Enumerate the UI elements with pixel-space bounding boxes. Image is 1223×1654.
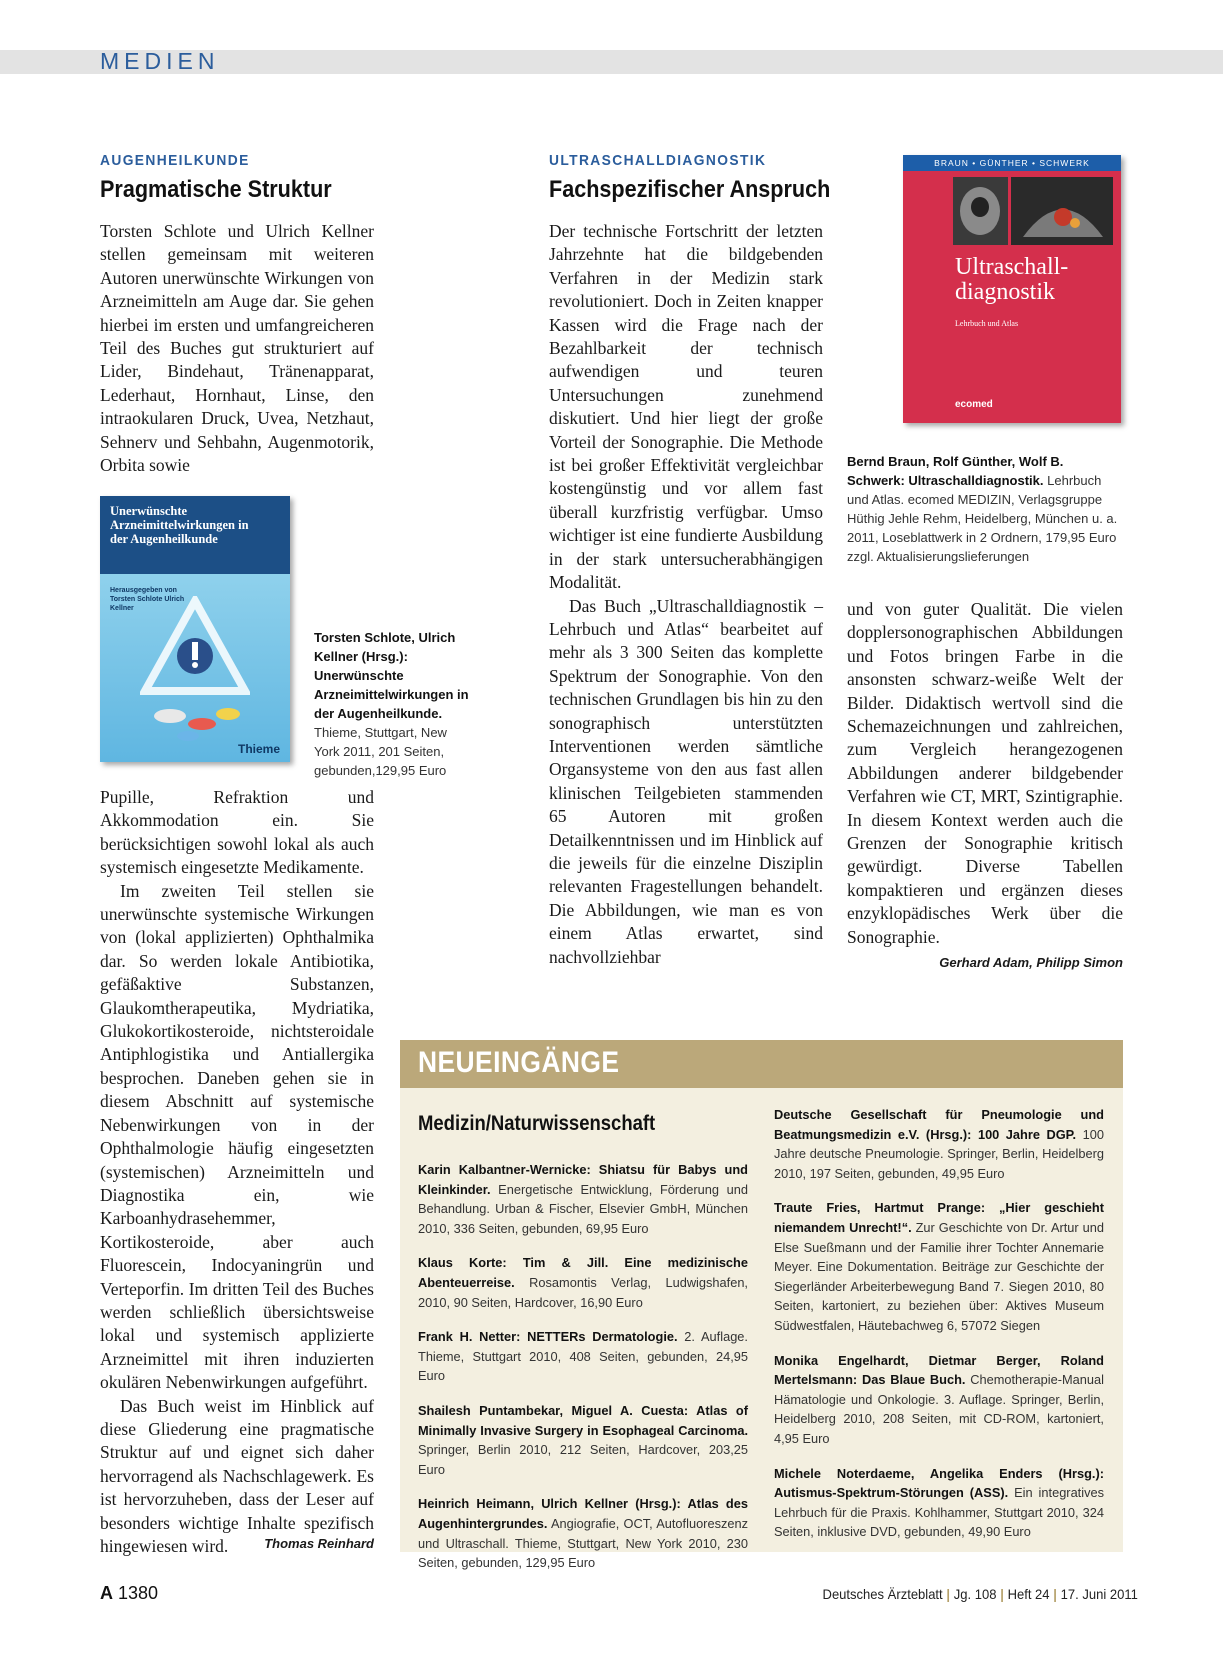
left-body-bottom <box>100 786 374 1558</box>
caption-augenheilkunde <box>314 628 474 780</box>
journal-issue: Heft 24 <box>1007 1586 1050 1602</box>
neueingaenge-subtitle: Medizin/Naturwissenschaft <box>418 1112 656 1135</box>
neueingaenge-left-column <box>418 1160 748 1573</box>
caption-rest: Thieme, Stuttgart, New York 2011, 201 Seiten, gebunden,129,95 Euro <box>314 725 447 778</box>
cover-authors: BRAUN • GÜNTHER • SCHWERK <box>903 155 1121 171</box>
divider: | <box>1000 1586 1004 1602</box>
list-item: Karin Kalbantner-Wernicke: Shiatsu für Babys und Kleinkinder. Energetische Entwicklung, Förderung und Behandlung. Urban & Fischer, Elsevier GmbH, München 2010, 336 Seiten, gebunden, 69,95 Euro <box>418 1162 748 1236</box>
author-right: Gerhard Adam, Philipp Simon <box>939 955 1123 970</box>
book-cover-ultraschall <box>903 155 1121 423</box>
list-item: Frank H. Netter: NETTERs Dermatologie. 2. Auflage. Thieme, Stuttgart 2010, 408 Seiten, gebunden, 24,95 Euro <box>418 1329 748 1384</box>
journal-info <box>822 1586 1138 1602</box>
section-label: MEDIEN <box>100 48 220 74</box>
list-item: Monika Engelhardt, Dietmar Berger, Roland Mertelsmann: Das Blaue Buch. Chemotherapie-Manual Hämatologie und Onkologie. 3. Auflage. Springer, Berlin, Heidelberg 2010, 208 Seiten, mit CD-ROM, kartoniert, 4,95 Euro <box>774 1352 1104 1446</box>
ultrasound-images-illustration <box>953 177 1113 247</box>
page-number-value: 1380 <box>118 1583 159 1603</box>
journal-date: 17. Juni 2011 <box>1060 1586 1138 1602</box>
right-body-col2 <box>847 598 1123 949</box>
list-item: Klaus Korte: Tim & Jill. Eine medizinische Abenteuerreise. Rosamontis Verlag, Ludwigshafen, 2010, 90 Seiten, Hardcover, 16,90 Euro <box>418 1255 748 1310</box>
author-left: Thomas Reinhard <box>264 1536 374 1551</box>
cover-publisher: Thieme <box>237 742 280 756</box>
cover-title: Unerwünschte Arzneimittelwirkungen in der Augenheilkunde <box>110 504 249 546</box>
book-cover-augenheilkunde <box>100 496 290 762</box>
paragraph: Torsten Schlote und Ulrich Kellner stellen gemeinsam mit weiteren Autoren unerwünschte Wirkungen von Arzneimitteln am Auge dar. Sie gehen hierbei im ersten und umfangreicheren Teil des Buches gut strukturiert auf Lider, Bindehaut, Tränenapparat, Lederhaut, Hornhaut, Linse, den intraokularen Druck, Uvea, Netzhaut, Sehnerv und Sehbahn, Augenmotorik, Orbita sowie <box>100 221 374 476</box>
neueingaenge-right-column <box>774 1105 1104 1542</box>
cover-subtitle: Lehrbuch und Atlas <box>955 319 1019 328</box>
neueingaenge-title: NEUEINGÄNGE <box>418 1046 620 1079</box>
left-body-top <box>100 220 374 477</box>
journal-volume: Jg. 108 <box>953 1586 997 1602</box>
caption-bold: Bernd Braun, Rolf Günther, Wolf B. Schwerk: Ultraschalldiagnostik. <box>847 454 1064 488</box>
divider: | <box>946 1586 951 1602</box>
paragraph: Der technische Fortschritt der letzten Jahrzehnte hat die bildgebenden Verfahren in der Medizin stark revolutioniert. Doch in Zeiten knapper Kassen wird die Frage nach der Bezahlbarkeit der technisch aufwendigen und teuren Untersuchungen zunehmend diskutiert. Und hier liegt der große Vorteil der Sonographie. Die Methode ist bei großer Effektivität vergleichbar kostengünstig und vor allem fast überall kurzfristig verfügbar. Umso wichtiger ist eine fundierte Ausbildung in der stark untersucherabhängigen Modalität. <box>549 221 823 593</box>
list-item: Michele Noterdaeme, Angelika Enders (Hrsg.): Autismus-Spektrum-Störungen (ASS). Ein integratives Lehrbuch für die Praxis. Kohlhammer, Stuttgart 2010, 324 Seiten, inklusive DVD, gebunden, 49,90 Euro <box>774 1465 1104 1540</box>
headline-left: Pragmatische Struktur <box>100 176 332 203</box>
cover-title: Ultraschall-diagnostik <box>955 254 1069 305</box>
divider: | <box>1053 1586 1057 1602</box>
cover-publisher: ecomed <box>955 399 993 410</box>
caption-ultraschall <box>847 452 1123 566</box>
list-item: Deutsche Gesellschaft für Pneumologie und Beatmungsmedizin e.V. (Hrsg.): 100 Jahre DGP. 100 Jahre deutsche Pneumologie. Springer, Berlin, Heidelberg 2010, 197 Seiten, gebunden, 49,95 Euro <box>774 1107 1104 1181</box>
page-prefix: A <box>100 1583 113 1603</box>
caption-bold: Torsten Schlote, Ulrich Kellner (Hrsg.): Unerwünschte Arzneimittelwirkungen in der Augenheilkunde. <box>314 630 469 721</box>
kicker-ultraschalldiagnostik: ULTRASCHALLDIAGNOSTIK <box>549 152 767 169</box>
right-body-col1 <box>549 220 823 969</box>
paragraph: Das Buch „Ultraschalldiagnostik – Lehrbuch und Atlas“ bearbeitet auf mehr als 3 300 Seiten das komplette Spektrum der Sonographie. Von den technischen Grundlagen bis hin zu den sonographisch unterstützten Interventionen werden sämtliche Organsysteme von den aus fast allen klinischen Teilgebieten stammenden 65 Autoren mit großen Detailkenntnissen und im Hinblick auf die jeweils für die einzelne Disziplin relevanten Fragestellungen behandelt. Die Abbildungen, wie man es von einem Atlas erwartet, sind nachvollziehbar <box>549 595 823 967</box>
kicker-augenheilkunde: AUGENHEILKUNDE <box>100 152 250 169</box>
paragraph: und von guter Qualität. Die vielen dopplersonographischen Abbildungen und Fotos bringen Farbe in die ansonsten schwarz-weiße Welt der Bilder. Didaktisch wertvoll sind die Schemazeichnungen und zahlreichen, zum Vergleich herangezogenen Abbildungen anderer bildgebender Verfahren wie CT, MRT, Szintigraphie. In diesem Kontext werden auch die Grenzen der Sonographie kritisch gewürdigt. Diverse Tabellen kompaktieren und ergänzen dieses enzyklopädisches Werk über die Sonographie. <box>847 599 1123 947</box>
list-item: Traute Fries, Hartmut Prange: „Hier geschieht niemandem Unrecht!“. Zur Geschichte von Dr. Artur und Else Sueßmann und der Familie ihrer Tochter Annemarie Meyer. Eine Dokumentation. Beiträge zur Geschichte der Siegerländer Arbeiterbewegung Band 7. Siegen 2010, 80 Seiten, kartoniert, zu beziehen über: Aktives Museum Südwestfalen, Häutebachweg 6, 57072 Siegen <box>774 1200 1104 1333</box>
warning-triangle-illustration <box>140 596 250 746</box>
paragraph: Das Buch weist im Hinblick auf diese Gliederung eine pragmatische Struktur auf und eignet sich daher hervorragend als Nachschlagewerk. Es ist hervorzuheben, dass der Leser auf besonders wichtige Inhalte spezifisch hingewiesen wird. <box>100 1395 374 1556</box>
list-item: Heinrich Heimann, Ulrich Kellner (Hrsg.): Atlas des Augenhintergrundes. Angiografie, OCT, Autofluoreszenz und Ultraschall. Thieme, Stuttgart, New York 2010, 230 Seiten, gebunden, 129,95 Euro <box>418 1496 748 1571</box>
journal-name: Deutsches Ärzteblatt <box>822 1586 943 1602</box>
paragraph: Pupille, Refraktion und Akkommodation ein. Sie berücksichtigen sowohl lokal als auch systemisch eingesetzte Medikamente. <box>100 787 374 878</box>
caption-rest: Lehrbuch und Atlas. ecomed MEDIZIN, Verlagsgruppe Hüthig Jehle Rehm, Heidelberg, München u. a. 2011, Loseblattwerk in 2 Ordnern, 179,95 Euro zzgl. Aktualisierungslieferungen <box>847 473 1118 564</box>
headline-right: Fachspezifischer Anspruch <box>549 176 831 203</box>
page-number <box>100 1583 158 1604</box>
list-item: Shailesh Puntambekar, Miguel A. Cuesta: Atlas of Minimally Invasive Surgery in Esophageal Carcinoma. Springer, Berlin 2010, 212 Seiten, Hardcover, 203,25 Euro <box>418 1402 748 1477</box>
cover-editors: Herausgegeben von Torsten Schlote Ulrich Kellner <box>110 587 185 612</box>
paragraph: Im zweiten Teil stellen sie unerwünschte systemische Wirkungen von (lokal applizierten) Ophthalmika dar. So werden lokale Antibiotika, gefäßaktive Substanzen, Glaukomtherapeutika, Mydriatika, Glukokortikosteroide, nichtsteroidale Antiphlogistika und Antiallergika besprochen. Daneben gehen sie in diesem Abschnitt auf systemische Nebenwirkungen von in der Ophthalmologie häufig eingesetzten (systemischen) Arzneimitteln und Diagnostika ein, wie Karboanhydrasehemmer, Kortikosteroide, aber auch Fluorescein, Indocyaningrün und Verteporfin. Im dritten Teil des Buches werden schließlich übersichtsweise lokal und systemisch applizierte Arzneimittel mit ihren induzierten okulären Nebenwirkungen aufgeführt. <box>100 880 374 1393</box>
